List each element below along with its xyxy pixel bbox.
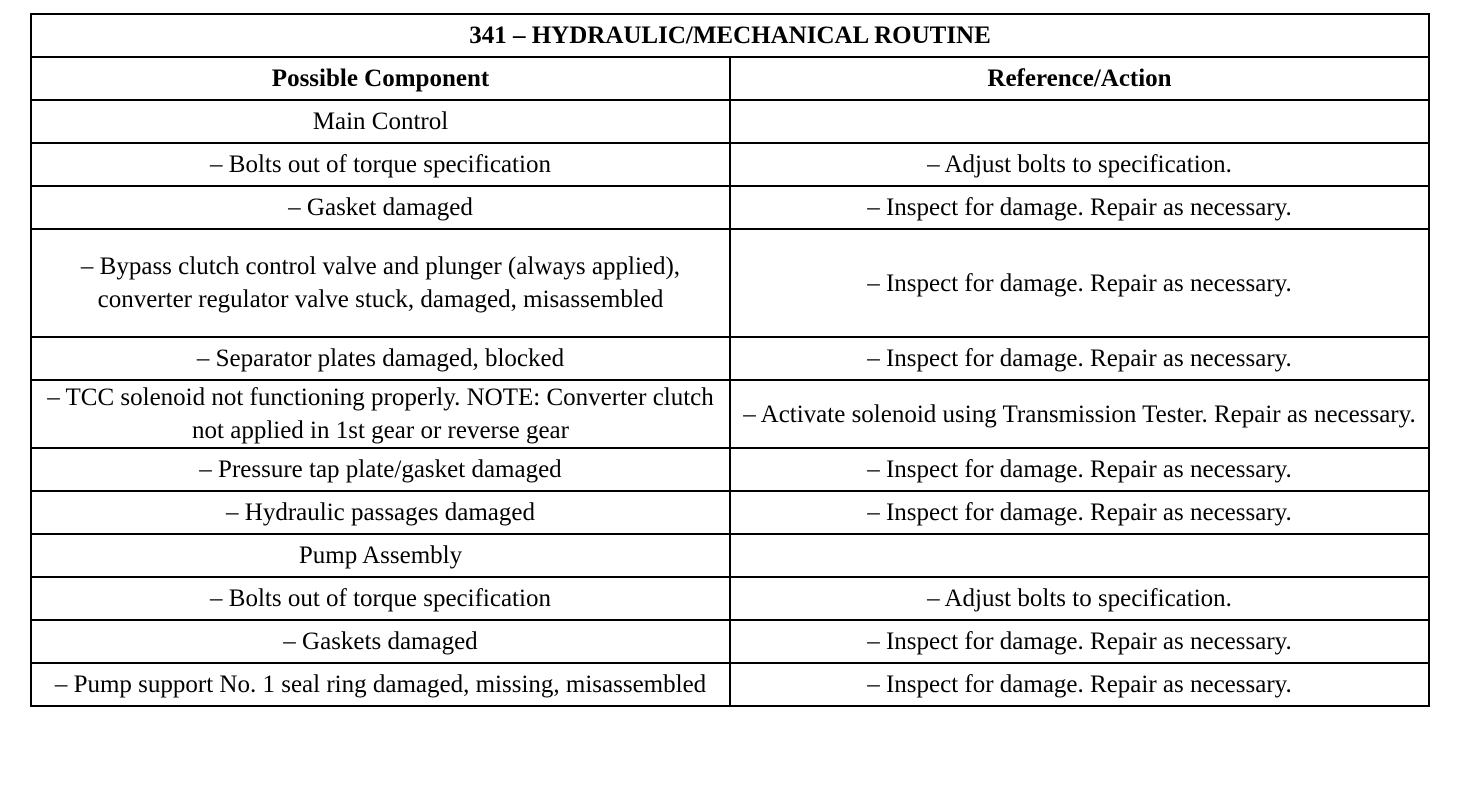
action-cell: – Inspect for damage. Repair as necessary. — [730, 620, 1429, 663]
hydraulic-mechanical-routine-table — [30, 13, 1430, 707]
header-possible-component: Possible Component — [31, 57, 730, 100]
title-row — [31, 14, 1429, 57]
table-row — [31, 337, 1429, 380]
component-cell: Main Control — [31, 100, 730, 143]
table-row — [31, 380, 1429, 448]
table-row — [31, 491, 1429, 534]
table-title: 341 – HYDRAULIC/MECHANICAL ROUTINE — [31, 14, 1429, 57]
component-cell: – Pressure tap plate/gasket damaged — [31, 448, 730, 491]
table-row — [31, 577, 1429, 620]
table-row — [31, 534, 1429, 577]
table-row — [31, 448, 1429, 491]
table-row — [31, 229, 1429, 337]
action-cell: – Inspect for damage. Repair as necessary. — [730, 448, 1429, 491]
component-cell: – Bolts out of torque specification — [31, 577, 730, 620]
table-row — [31, 663, 1429, 706]
action-cell: – Inspect for damage. Repair as necessary. — [730, 186, 1429, 229]
component-cell: – Bypass clutch control valve and plunger (always applied), converter regulator valve stuck, damaged, misassembled — [31, 229, 730, 337]
action-cell: – Inspect for damage. Repair as necessary. — [730, 229, 1429, 337]
action-cell: – Adjust bolts to specification. — [730, 577, 1429, 620]
component-cell: – TCC solenoid not functioning properly. NOTE: Converter clutch not applied in 1st gear or reverse gear — [31, 380, 730, 448]
action-cell: – Inspect for damage. Repair as necessary. — [730, 491, 1429, 534]
action-cell: – Activate solenoid using Transmission Tester. Repair as necessary. — [730, 380, 1429, 448]
component-cell: – Gasket damaged — [31, 186, 730, 229]
action-cell — [730, 534, 1429, 577]
table-row — [31, 186, 1429, 229]
header-reference-action: Reference/Action — [730, 57, 1429, 100]
action-cell: – Inspect for damage. Repair as necessary. — [730, 337, 1429, 380]
component-cell: – Separator plates damaged, blocked — [31, 337, 730, 380]
component-cell: – Pump support No. 1 seal ring damaged, missing, misassembled — [31, 663, 730, 706]
document-page — [30, 13, 1430, 707]
action-cell — [730, 100, 1429, 143]
table-row — [31, 143, 1429, 186]
action-cell: – Inspect for damage. Repair as necessary. — [730, 663, 1429, 706]
component-cell: – Hydraulic passages damaged — [31, 491, 730, 534]
component-cell: – Bolts out of torque specification — [31, 143, 730, 186]
table-row — [31, 620, 1429, 663]
action-cell: – Adjust bolts to specification. — [730, 143, 1429, 186]
component-cell: Pump Assembly — [31, 534, 730, 577]
header-row — [31, 57, 1429, 100]
table-row — [31, 100, 1429, 143]
component-cell: – Gaskets damaged — [31, 620, 730, 663]
